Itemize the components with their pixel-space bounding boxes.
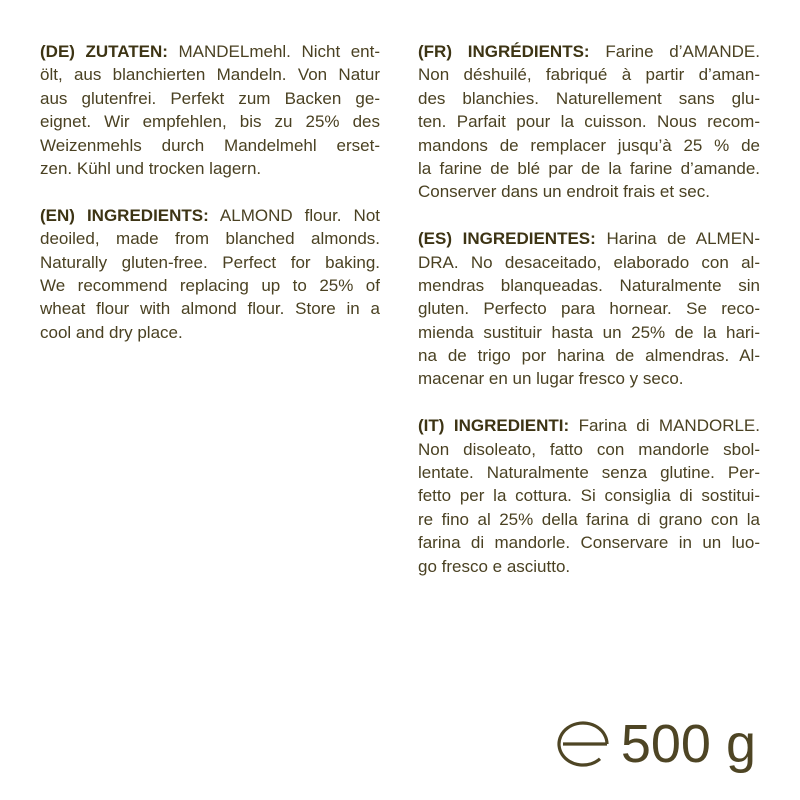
text-line (418, 40, 760, 63)
text-line (40, 40, 380, 63)
text-line: We recommend replacing up to 25% of (40, 275, 380, 295)
line-text: Harina de ALMEN- (606, 229, 760, 249)
text-line: Non disoleato, fatto con mandorle sbol- (418, 439, 760, 459)
text-line: ölt, aus blanchierten Mandeln. Von Natur (40, 65, 380, 85)
language-label: (ES) INGREDIENTES: (418, 229, 596, 249)
text-line: Conserver dans un endroit frais et sec. (418, 182, 710, 202)
text-line: ten. Parfait pour la cuisson. Nous recom- (418, 112, 760, 132)
line-text: ALMOND flour. Not (219, 205, 380, 225)
text-line: mandons de remplacer jusqu’à 25 % de (418, 135, 760, 155)
language-label: (DE) ZUTATEN: (40, 42, 168, 61)
text-line: Non déshuilé, fabriqué à partir d’aman- (418, 65, 760, 85)
language-label: (IT) INGREDIENTI: (418, 416, 570, 436)
text-line: des blanchies. Naturellement sans glu- (418, 88, 760, 108)
text-line (418, 414, 760, 437)
text-line: re fino al 25% della farina di grano con la (418, 509, 760, 529)
text-line: go fresco e asciutto. (418, 556, 571, 576)
text-line: lentate. Naturalmente senza glutine. Per- (418, 463, 760, 483)
estimated-sign-icon (556, 721, 610, 767)
text-line: zen. Kühl und trocken lagern. (40, 158, 262, 178)
ingredients-de (40, 40, 380, 180)
text-line: Naturally gluten-free. Perfect for baking. (40, 252, 380, 272)
text-line: la farine de blé par de la farine d’amande. (418, 158, 760, 178)
line-text: Farine d’AMANDE. (605, 42, 760, 61)
ingredients-es (418, 227, 760, 391)
ingredients-it (418, 414, 760, 578)
line-text: Farina di MANDORLE. (578, 416, 760, 436)
ingredients-fr (418, 40, 760, 204)
left-column (40, 40, 380, 367)
right-column (418, 40, 760, 601)
text-line: aus glutenfrei. Perfekt zum Backen ge- (40, 88, 380, 108)
text-line: na de trigo por harina de almendras. Al- (418, 346, 760, 366)
text-line: gluten. Perfecto para hornear. Se reco- (418, 299, 760, 319)
text-line: farina di mandorle. Conservare in un luo- (418, 533, 760, 553)
text-line: Weizenmehls durch Mandelmehl erset- (40, 135, 380, 155)
language-label: (FR) INGRÉDIENTS: (418, 42, 590, 61)
text-line (418, 227, 760, 250)
line-text: MANDELmehl. Nicht ent- (178, 42, 380, 61)
text-line: deoiled, made from blanched almonds. (40, 229, 380, 249)
text-line: fetto per la cottura. Si consiglia di sostitui- (418, 486, 760, 506)
language-label: (EN) INGREDIENTS: (40, 205, 209, 225)
ingredients-en (40, 204, 380, 344)
text-line: eignet. Wir empfehlen, bis zu 25% des (40, 112, 380, 132)
text-line: macenar en un lugar fresco y seco. (418, 369, 684, 389)
text-line: mienda sustituir hasta un 25% de la hari- (418, 322, 760, 342)
text-line: wheat flour with almond flour. Store in a (40, 299, 380, 319)
text-line (40, 204, 380, 227)
text-line: cool and dry place. (40, 322, 183, 342)
text-line: mendras blanqueadas. Naturalmente sin (418, 275, 760, 295)
text-line: DRA. No desaceitado, elaborado con al- (418, 252, 760, 272)
net-weight-value: 500 g (620, 714, 756, 774)
